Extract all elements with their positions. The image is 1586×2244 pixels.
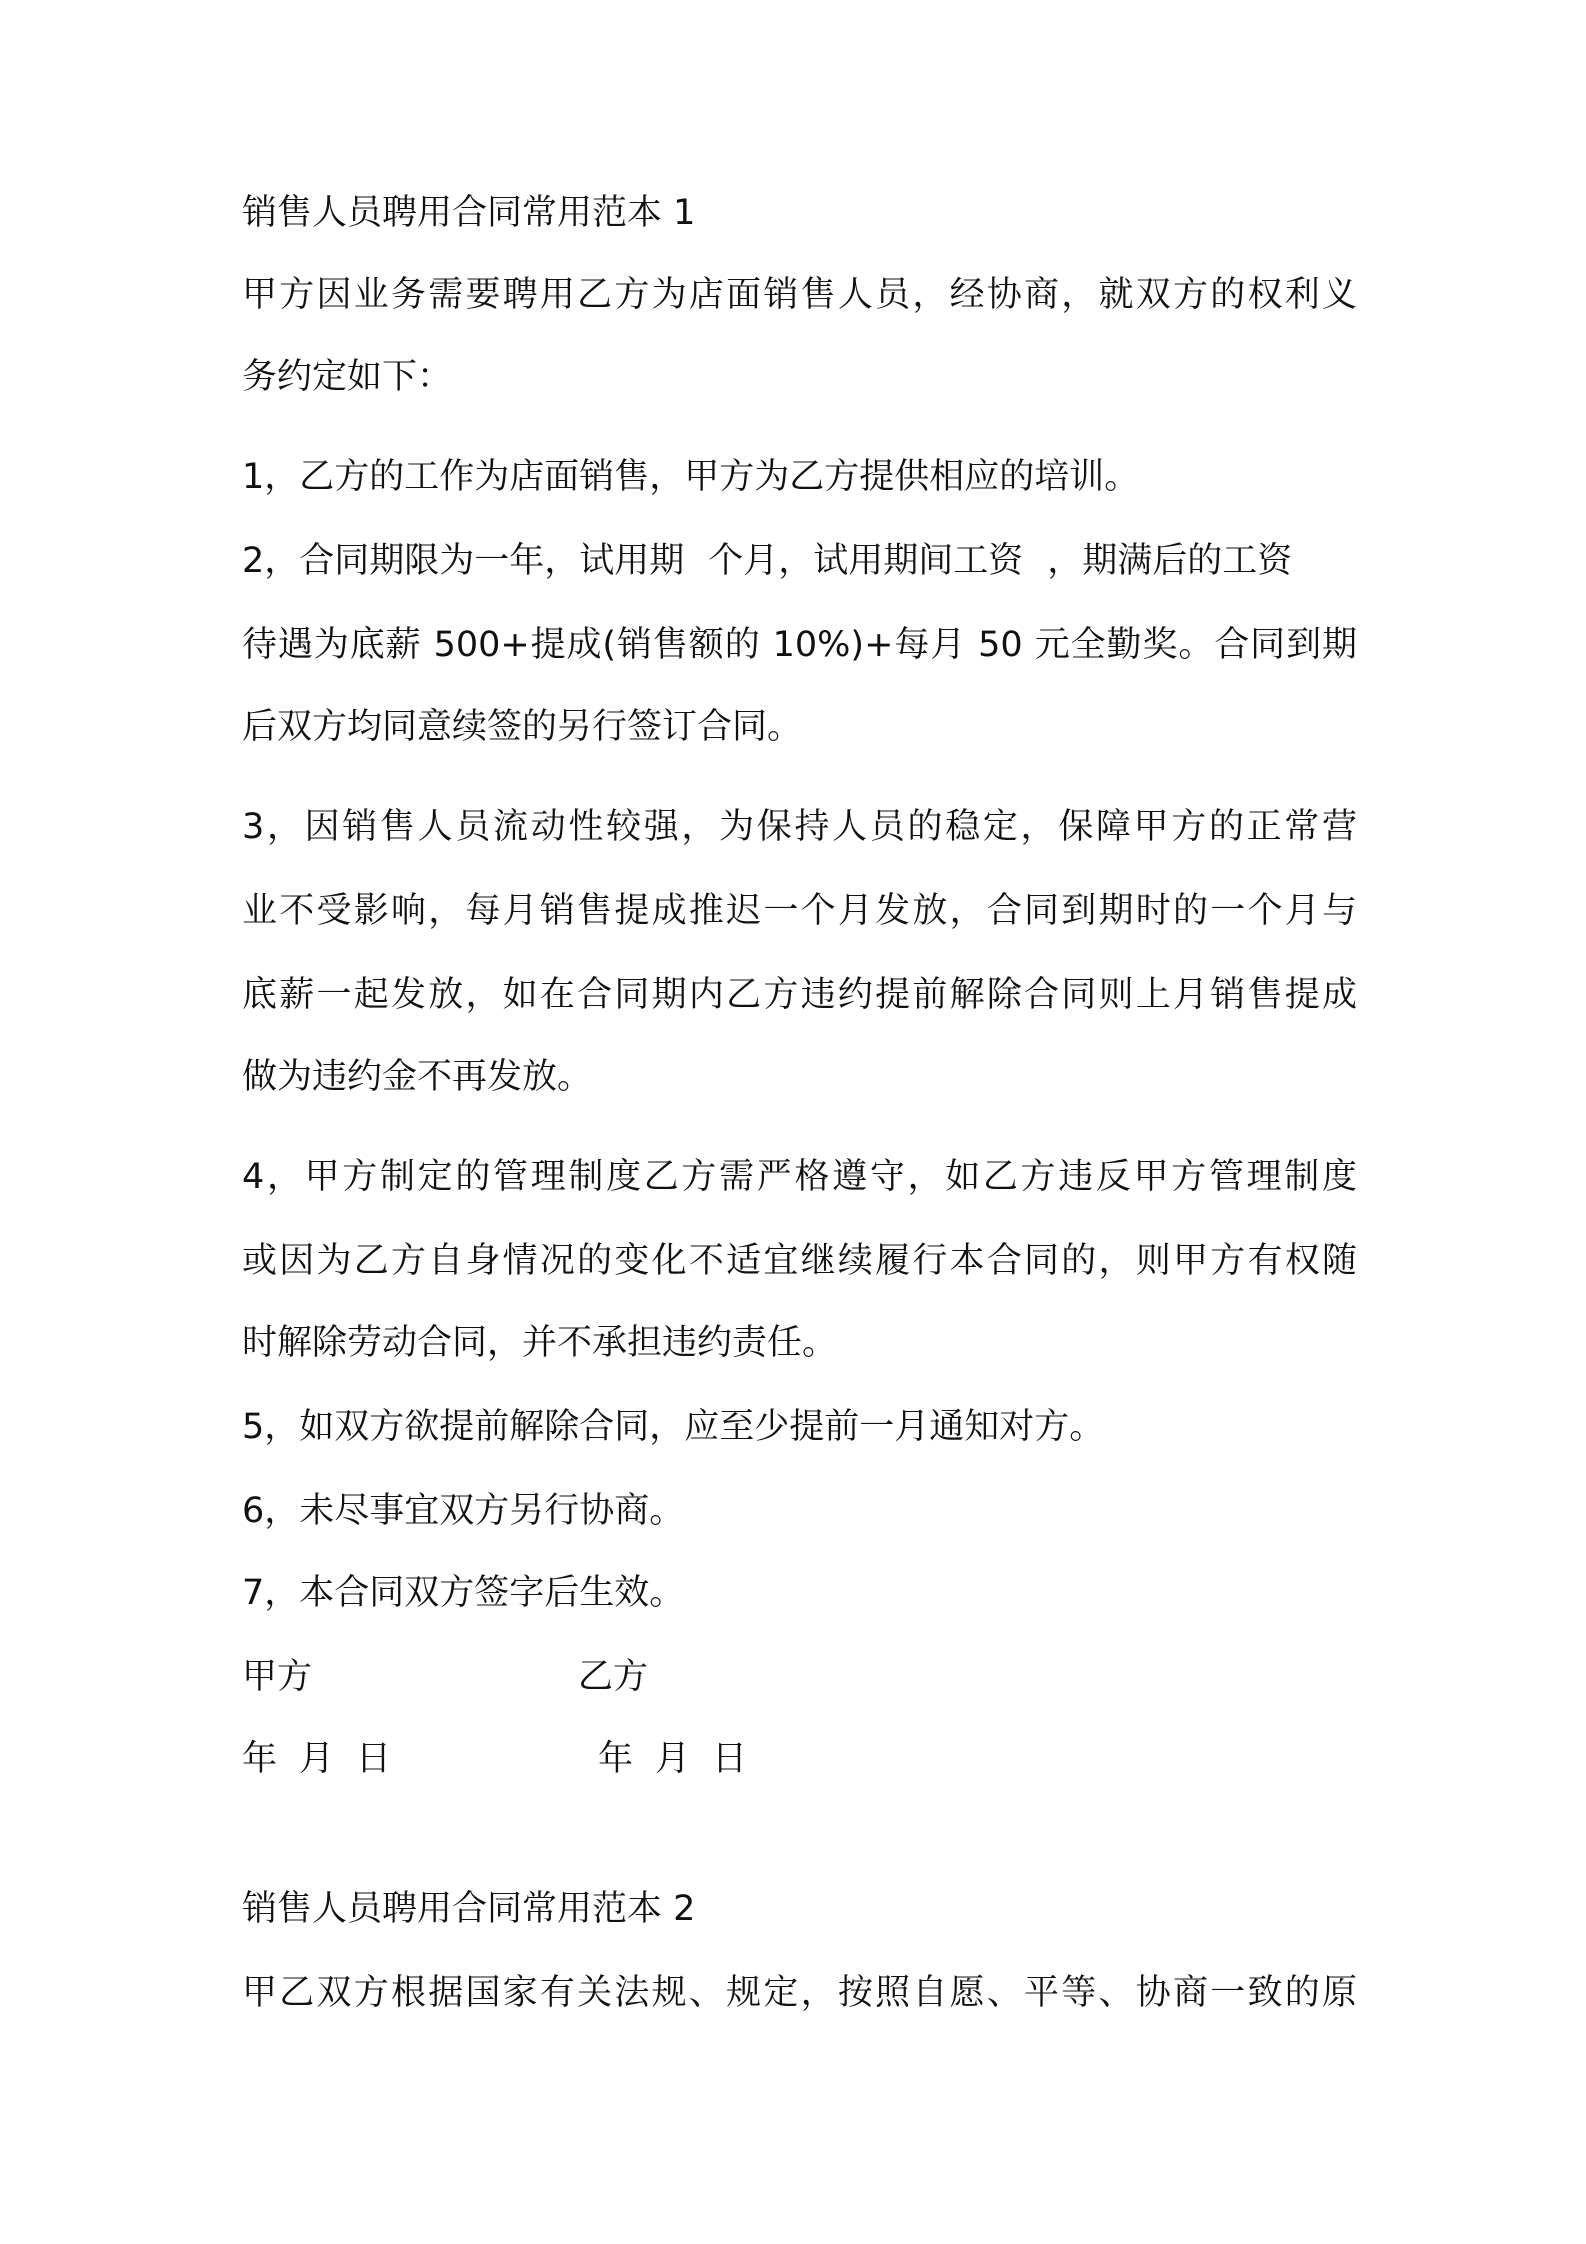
party-a-label: 甲方: [242, 1657, 313, 1697]
party-b-day: 日: [712, 1739, 748, 1779]
clause-2-part-3: ，期满后的工资: [1047, 541, 1293, 581]
contract-title-2: 销售人员聘用合同常用范本 2: [242, 1889, 696, 1929]
contract-title-1: 销售人员聘用合同常用范本 1: [242, 193, 696, 233]
party-a-year: 年: [242, 1739, 278, 1779]
party-b-date: [598, 1738, 747, 1780]
party-b-month: 月: [655, 1739, 691, 1779]
clause-3-line-2: 业不受影响，每月销售提成推迟一个月发放，合同到期时的一个月与: [242, 891, 1357, 931]
party-a-date: [242, 1738, 391, 1780]
party-a-month: 月: [299, 1739, 335, 1779]
clause-3-line-1: 3，因销售人员流动性较强，为保持人员的稳定，保障甲方的正常营: [242, 807, 1357, 847]
clause-7: 7，本合同双方签字后生效。: [242, 1573, 685, 1613]
clause-4-line-3: 时解除劳动合同，并不承担违约责任。: [242, 1323, 838, 1363]
clause-1: 1，乙方的工作为店面销售，甲方为乙方提供相应的培训。: [242, 457, 1140, 497]
party-b-year: 年: [598, 1739, 634, 1779]
intro-line-1: 甲方因业务需要聘用乙方为店面销售人员，经协商，就双方的权利义: [242, 275, 1357, 315]
party-b-label: 乙方: [578, 1657, 649, 1697]
clause-2-part-1: 2，合同期限为一年，试用期: [242, 541, 685, 581]
clause-4-line-1: 4，甲方制定的管理制度乙方需严格遵守，如乙方违反甲方管理制度: [242, 1157, 1357, 1197]
intro-line-2: 务约定如下：: [242, 357, 453, 397]
clause-4-line-2: 或因为乙方自身情况的变化不适宜继续履行本合同的，则甲方有权随: [242, 1241, 1357, 1281]
clause-3-line-4: 做为违约金不再发放。: [242, 1057, 593, 1097]
clause-2-line-2: 待遇为底薪 500+提成(销售额的 10%)+每月 50 元全勤奖。合同到期: [242, 625, 1357, 665]
contract-2-intro-line-1: 甲乙双方根据国家有关法规、规定，按照自愿、平等、协商一致的原: [242, 1973, 1357, 2013]
clause-2-part-2: 个月，试用期间工资: [708, 541, 1024, 581]
clause-2-line-3: 后双方均同意续签的另行签订合同。: [242, 707, 803, 747]
clause-6: 6，未尽事宜双方另行协商。: [242, 1491, 685, 1531]
clause-3-line-3: 底薪一起发放，如在合同期内乙方违约提前解除合同则上月销售提成: [242, 975, 1357, 1015]
clause-5: 5，如双方欲提前解除合同，应至少提前一月通知对方。: [242, 1407, 1105, 1447]
clause-2-line-1: [242, 540, 1357, 582]
party-a-day: 日: [356, 1739, 392, 1779]
